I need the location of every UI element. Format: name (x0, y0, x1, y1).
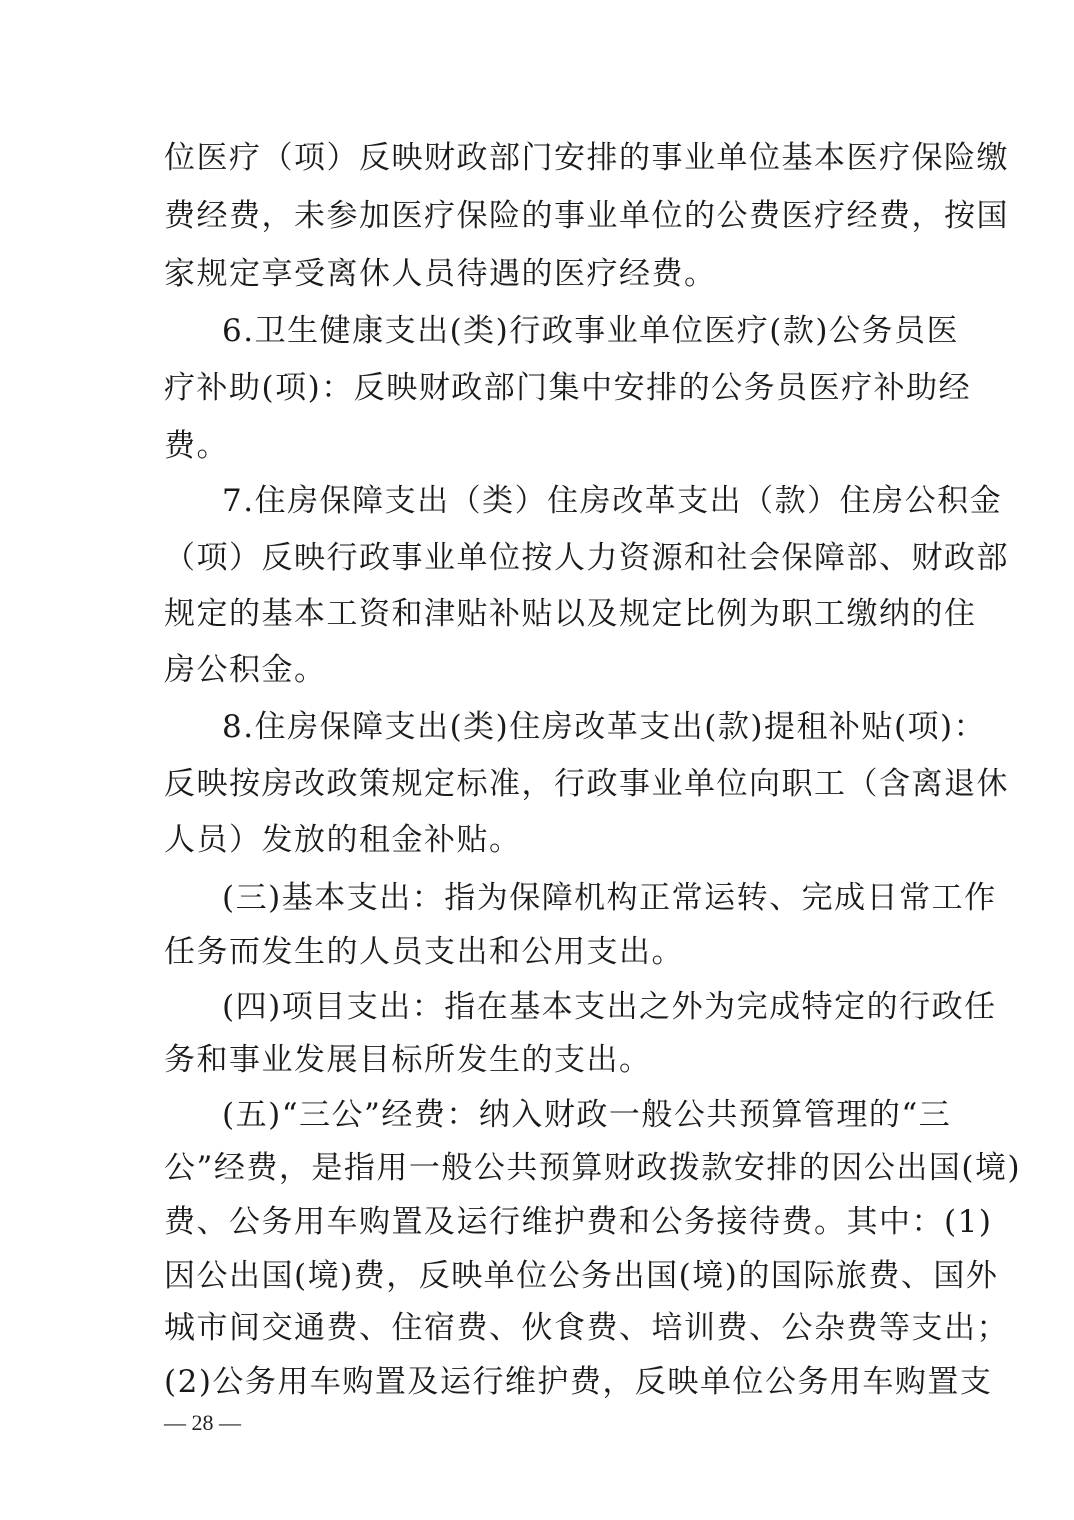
text-line: 费、公务用车购置及运行维护费和公务接待费。其中：(1) (164, 1204, 993, 1240)
text-line: 规定的基本工资和津贴补贴以及规定比例为职工缴纳的住 (164, 596, 977, 632)
text-line: 人员）发放的租金补贴。 (164, 822, 522, 858)
text-line: 费。 (164, 428, 229, 464)
text-line: 城市间交通费、住宿费、伙食费、培训费、公杂费等支出； (164, 1310, 1009, 1346)
text-line: 8.住房保障支出(类)住房改革支出(款)提租补贴(项)： (222, 709, 987, 745)
text-line: 费经费，未参加医疗保险的事业单位的公费医疗经费，按国 (164, 198, 1009, 234)
text-line: （项）反映行政事业单位按人力资源和社会保障部、财政部 (164, 540, 1009, 576)
text-line: 位医疗（项）反映财政部门安排的事业单位基本医疗保险缴 (164, 140, 1009, 176)
text-line: (三)基本支出：指为保障机构正常运转、完成日常工作 (222, 880, 997, 916)
text-line: 反映按房改政策规定标准，行政事业单位向职工（含离退休 (164, 766, 1009, 802)
text-line: 任务而发生的人员支出和公用支出。 (164, 934, 684, 970)
text-line: (四)项目支出：指在基本支出之外为完成特定的行政任 (222, 989, 997, 1025)
text-line: 6.卫生健康支出(类)行政事业单位医疗(款)公务员医 (222, 313, 959, 349)
text-line: 疗补助(项)：反映财政部门集中安排的公务员医疗补助经 (164, 370, 972, 406)
text-line: (2)公务用车购置及运行维护费，反映单位公务用车购置支 (164, 1364, 993, 1400)
text-line: 公”经费，是指用一般公共预算财政拨款安排的因公出国(境) (164, 1150, 1022, 1186)
text-line: 房公积金。 (164, 652, 327, 688)
page-number: — 28 — (164, 1410, 241, 1435)
text-line: 家规定享受离休人员待遇的医疗经费。 (164, 256, 717, 292)
text-line: 务和事业发展目标所发生的支出。 (164, 1042, 652, 1078)
text-line: 7.住房保障支出（类）住房改革支出（款）住房公积金 (222, 483, 1003, 519)
text-line: 因公出国(境)费，反映单位公务出国(境)的国际旅费、国外 (164, 1258, 999, 1294)
text-line: (五)“三公”经费：纳入财政一般公共预算管理的“三 (222, 1097, 952, 1133)
